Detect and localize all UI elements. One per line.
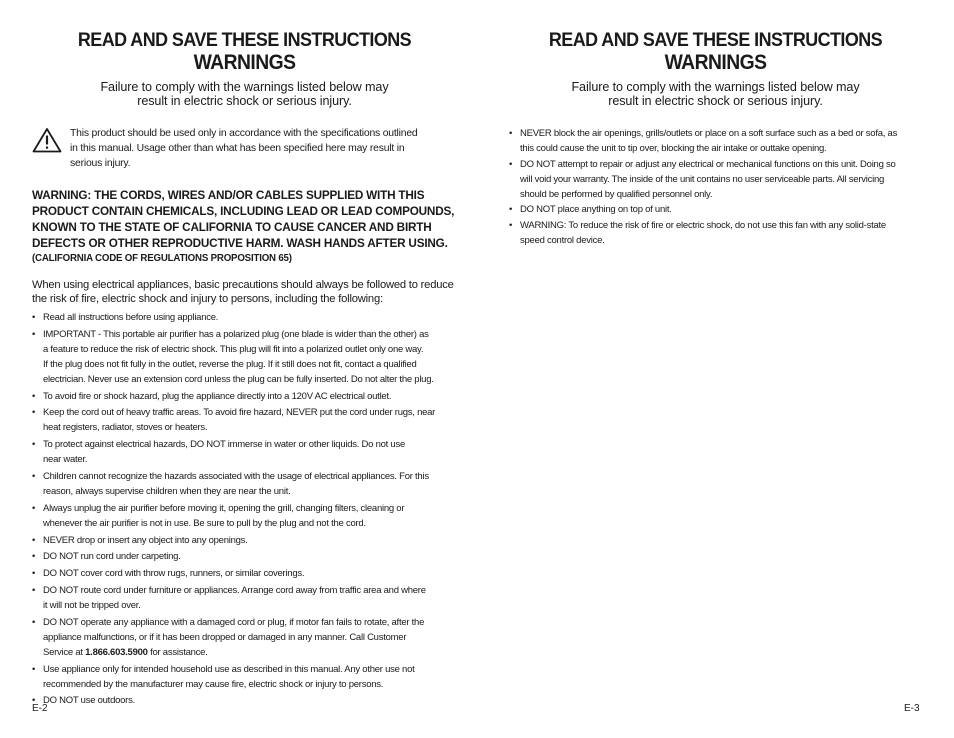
- intro-paragraph: When using electrical appliances, basic precautions should always be followed to reduce the risk of fire, electric shock and injury to persons, including the following:: [32, 279, 454, 305]
- list-item: • DO NOT attempt to repair or adjust any electrical or mechanical functions on this unit. Doing so will void your warranty. The inside of the unit contains no user serviceable parts. All servicing should be performed by qualified personnel only.: [509, 157, 922, 202]
- list-item: • WARNING: To reduce the risk of fire or electric shock, do not use this fan with any solid-state speed control device.: [509, 218, 922, 248]
- list-item: • DO NOT route cord under furniture or appliances. Arrange cord away from traffic area and where it will not be tripped over.: [32, 583, 457, 613]
- right-heading-instructions: READ AND SAVE THESE INSTRUCTIONS: [548, 29, 883, 51]
- page-number-right: E-3: [904, 703, 920, 714]
- right-bullet-list: [509, 126, 922, 248]
- list-item: • Children cannot recognize the hazards associated with the usage of electrical appliances. For this reason, always supervise children when they are near the unit.: [32, 469, 457, 499]
- right-heading-warnings: WARNINGS: [664, 51, 767, 74]
- left-page: [32, 28, 457, 710]
- list-item: • Use appliance only for intended household use as described in this manual. Any other use not recommended by the manufacturer may cause fire, electric shock or injury to persons.: [32, 662, 457, 692]
- left-subheading: Failure to comply with the warnings listed below may result in electric shock or serious injury.: [100, 80, 389, 108]
- right-page: [509, 28, 922, 248]
- list-item: • DO NOT run cord under carpeting.: [32, 549, 457, 564]
- list-item: • DO NOT operate any appliance with a damaged cord or plug, if motor fan fails to rotate, after the appliance malfunctions, or if it has been dropped or damaged in any manner. Call Customer Service at 1.866.603.5900 for assistance.: [32, 615, 457, 660]
- list-item: • Always unplug the air purifier before moving it, opening the grill, changing filters, cleaning or whenever the air purifier is not in use. Be sure to pull by the plug and not the cord.: [32, 501, 457, 531]
- customer-service-phone: 1.866.603.5900: [85, 646, 148, 658]
- left-heading-instructions: READ AND SAVE THESE INSTRUCTIONS: [77, 29, 412, 51]
- list-item: • DO NOT use outdoors.: [32, 693, 457, 708]
- caution-text: This product should be used only in accordance with the specifications outlined in this manual. Usage other than what has been specified here may result in serious injury.: [70, 128, 418, 169]
- caution-block: [32, 126, 457, 171]
- list-item: • NEVER drop or insert any object into any openings.: [32, 533, 457, 548]
- list-item: • DO NOT cover cord with throw rugs, runners, or similar coverings.: [32, 566, 457, 581]
- prop65-citation: (CALIFORNIA CODE OF REGULATIONS PROPOSITION 65): [32, 253, 292, 264]
- right-header: [509, 28, 922, 108]
- list-item: • Read all instructions before using appliance.: [32, 310, 457, 325]
- list-item: • IMPORTANT - This portable air purifier has a polarized plug (one blade is wider than the other) as a feature to reduce the risk of electric shock. This plug will fit into a polarized outlet only one way. If the plug does not fit fully in the outlet, reverse the plug. If it still does not fit, contact a qualified electrician. Never use an extension cord unless the plug can be fully inserted. Do not alter the plug.: [32, 327, 457, 387]
- list-item: • DO NOT place anything on top of unit.: [509, 202, 922, 217]
- prop65-warning: WARNING: THE CORDS, WIRES AND/OR CABLES SUPPLIED WITH THIS PRODUCT CONTAIN CHEMICALS, INCLUDING LEAD OR LEAD COMPOUNDS, KNOWN TO THE STATE OF CALIFORNIA TO CAUSE CANCER AND BIRTH DEFECTS OR OTHER REPRODUCTIVE HARM. WASH HANDS AFTER USING. (CALIFORNIA CODE OF REGULATIONS PROPOSITION 65): [32, 188, 455, 264]
- left-bullet-list: [32, 310, 457, 708]
- left-header: [32, 28, 457, 108]
- list-item: • Keep the cord out of heavy traffic areas. To avoid fire hazard, NEVER put the cord under rugs, near heat registers, radiator, stoves or heaters.: [32, 405, 457, 435]
- left-heading-warnings: WARNINGS: [193, 51, 296, 74]
- list-item: • NEVER block the air openings, grills/outlets or place on a soft surface such as a bed or sofa, as this could cause the unit to tip over, blocking the air intake or outtake opening.: [509, 126, 922, 156]
- list-item: • To protect against electrical hazards, DO NOT immerse in water or other liquids. Do not use near water.: [32, 437, 457, 467]
- right-subheading: Failure to comply with the warnings listed below may result in electric shock or serious injury.: [571, 80, 860, 108]
- warning-triangle-icon: [32, 127, 62, 153]
- list-item: • To avoid fire or shock hazard, plug the appliance directly into a 120V AC electrical outlet.: [32, 389, 457, 404]
- page-number-left: E-2: [32, 703, 48, 714]
